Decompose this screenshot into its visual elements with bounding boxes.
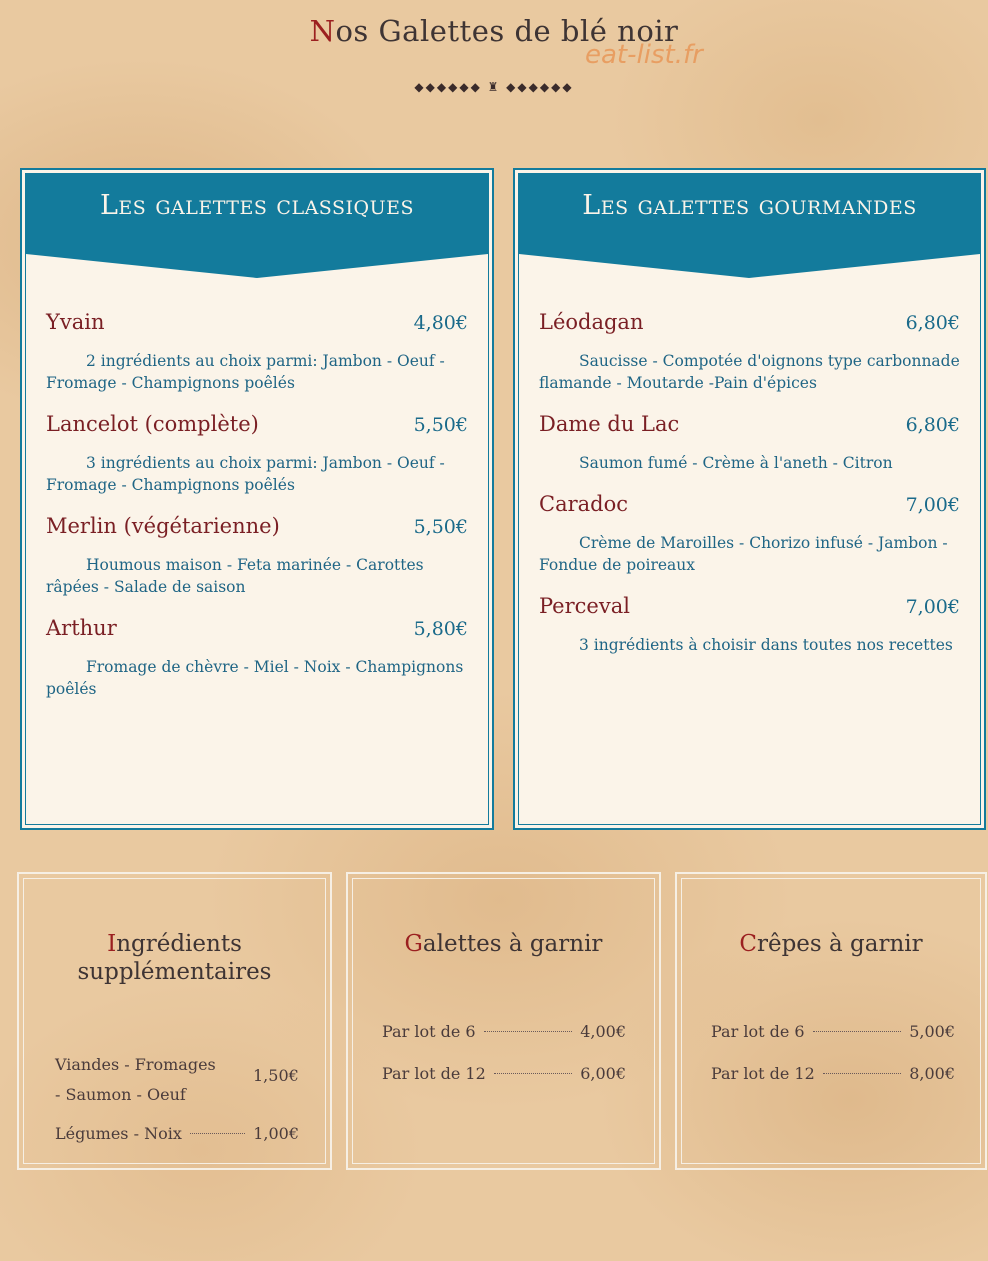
dot-leader [813, 1031, 902, 1032]
menu-item-list [46, 310, 468, 718]
panel-title: Les galettes gourmandes [582, 190, 917, 221]
item-description: Houmous maison - Feta marinée - Carottes râpées - Salade de saison [46, 556, 424, 596]
item-price: 5,50€ [413, 414, 468, 436]
page-title [0, 14, 988, 48]
menu-item [539, 412, 960, 474]
lot-row [711, 1022, 955, 1041]
lot-price: 8,00€ [909, 1064, 955, 1083]
box-title [677, 930, 985, 958]
dot-leader [190, 1133, 245, 1134]
dot-leader [494, 1073, 572, 1074]
panel-galettes-gourmandes [513, 168, 986, 830]
extra-row-label: Viandes - Fromages - Saumon - Oeuf [55, 1055, 216, 1104]
extra-row [55, 1124, 299, 1143]
item-price: 5,80€ [413, 618, 468, 640]
panel-header [515, 170, 984, 282]
panel-banner-shape [515, 170, 984, 282]
lot-label: Par lot de 12 [711, 1064, 815, 1083]
box-crepes-a-garnir [675, 872, 987, 1170]
box-title-initial: G [404, 931, 423, 957]
lot-label: Par lot de 12 [382, 1064, 486, 1083]
menu-item [46, 514, 468, 598]
watermark: eat-list.fr [585, 40, 703, 70]
lot-price: 5,00€ [909, 1022, 955, 1041]
box-title-text: rêpes à garnir [756, 931, 923, 957]
item-description: Saumon fumé - Crème à l'aneth - Citron [579, 454, 893, 472]
lot-row [382, 1022, 626, 1041]
box-galettes-a-garnir [346, 872, 661, 1170]
item-name: Caradoc [539, 492, 628, 516]
lot-label: Par lot de 6 [382, 1022, 476, 1041]
box-title [348, 930, 659, 958]
item-name: Lancelot (complète) [46, 412, 259, 436]
item-description: Fromage de chèvre - Miel - Noix - Champignons poêlés [46, 658, 464, 698]
lot-label: Par lot de 6 [711, 1022, 805, 1041]
page-title-initial: N [309, 14, 336, 48]
box-title-initial: C [739, 931, 757, 957]
item-description: 3 ingrédients au choix parmi: Jambon - Oeuf - Fromage - Champignons poêlés [46, 454, 445, 494]
panel-galettes-classiques [20, 168, 494, 830]
item-price: 5,50€ [413, 516, 468, 538]
item-name: Arthur [46, 616, 117, 640]
item-description: 2 ingrédients au choix parmi: Jambon - Oeuf - Fromage - Champignons poêlés [46, 352, 445, 392]
item-description: Crème de Maroilles - Chorizo infusé - Jambon - Fondue de poireaux [539, 534, 948, 574]
box-title-initial: I [107, 931, 117, 957]
menu-item [539, 594, 960, 656]
menu-item [539, 310, 960, 394]
item-price: 6,80€ [905, 414, 960, 436]
panel-header [22, 170, 492, 282]
box-title-text: ngrédients [116, 931, 242, 957]
extra-row-price: 1,50€ [253, 1066, 299, 1085]
extra-row-price: 1,00€ [253, 1124, 299, 1143]
item-name: Dame du Lac [539, 412, 680, 436]
menu-item [46, 310, 468, 394]
item-name: Léodagan [539, 310, 644, 334]
lot-price: 4,00€ [580, 1022, 626, 1041]
box-ingredients-supplementaires [17, 872, 332, 1170]
panel-banner-shape [22, 170, 492, 282]
panel-title: Les galettes classiques [99, 190, 414, 221]
lot-row [382, 1064, 626, 1083]
box-title-line2: supplémentaires [77, 959, 272, 985]
page-title-text: os Galettes de blé noir [335, 14, 679, 48]
lot-price: 6,00€ [580, 1064, 626, 1083]
menu-item-list [539, 310, 960, 674]
item-description: 3 ingrédients à choisir dans toutes nos recettes [579, 636, 953, 654]
dot-leader [823, 1073, 901, 1074]
extra-row-label: Légumes - Noix [55, 1124, 182, 1143]
ornament-divider: ◆◆◆◆◆◆ ♜ ◆◆◆◆◆◆ [414, 80, 574, 94]
menu-item [46, 616, 468, 700]
item-price: 7,00€ [905, 494, 960, 516]
item-price: 4,80€ [413, 312, 468, 334]
menu-item [539, 492, 960, 576]
item-name: Yvain [46, 310, 105, 334]
item-description: Saucisse - Compotée d'oignons type carbonnade flamande - Moutarde -Pain d'épices [539, 352, 960, 392]
box-title-text: alettes à garnir [422, 931, 603, 957]
dot-leader [484, 1031, 573, 1032]
box-title [19, 930, 330, 986]
item-name: Merlin (végétarienne) [46, 514, 280, 538]
menu-item [46, 412, 468, 496]
item-name: Perceval [539, 594, 630, 618]
lot-row [711, 1064, 955, 1083]
item-price: 7,00€ [905, 596, 960, 618]
item-price: 6,80€ [905, 312, 960, 334]
